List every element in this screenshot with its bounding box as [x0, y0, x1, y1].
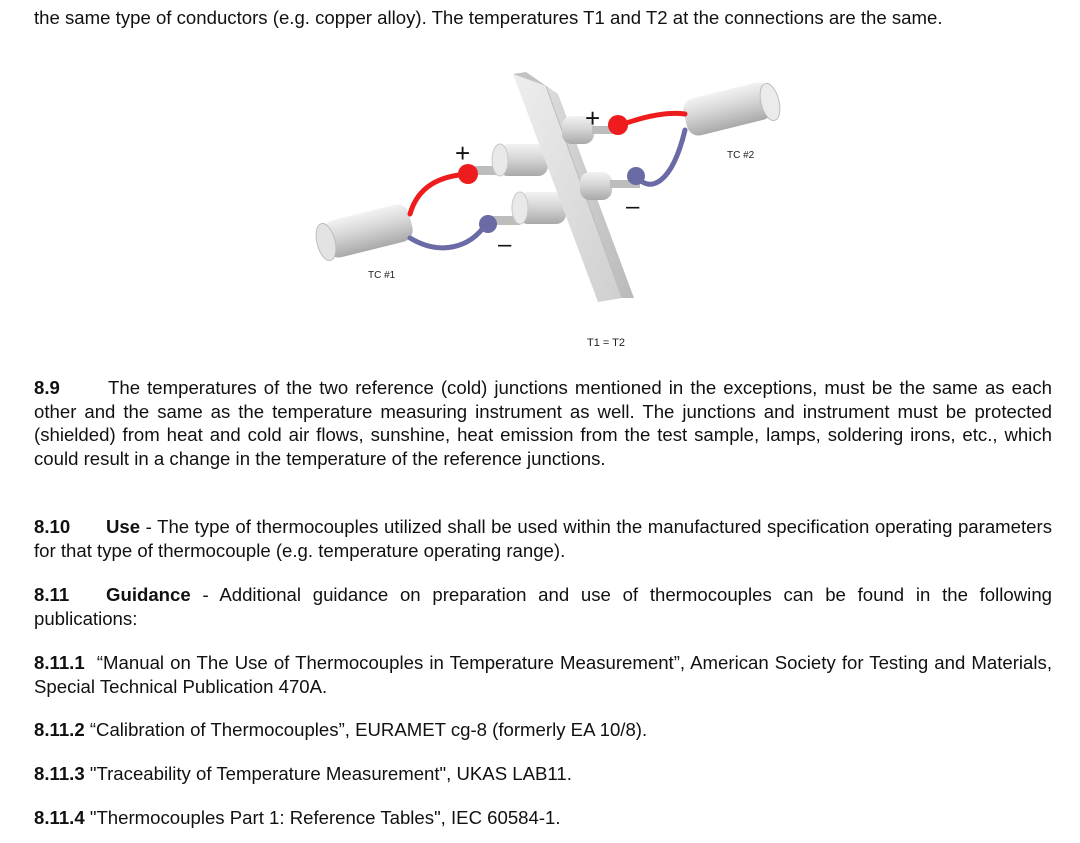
section-8-11-3 — [34, 762, 1052, 786]
reference-citation: "Traceability of Temperature Measurement", UKAS LAB11. — [89, 763, 572, 784]
tc1-negative-terminal — [479, 215, 497, 233]
section-8-11 — [34, 583, 1052, 630]
reference-citation: “Calibration of Thermocouples”, EURAMET cg-8 (formerly EA 10/8). — [89, 719, 648, 740]
equality-label: T1 = T2 — [587, 337, 626, 349]
section-heading: Use — [106, 516, 141, 537]
section-number: 8.11 — [34, 584, 70, 605]
tc1-plus-sign: + — [455, 138, 471, 168]
thermocouple-connection-figure — [300, 66, 790, 366]
reference-citation: “Manual on The Use of Thermocouples in Temperature Measurement”, American Society for Testing and Materials, Special Technical Publication 470A. — [34, 652, 1052, 697]
section-number: 8.9 — [34, 377, 60, 398]
section-body: The temperatures of the two reference (cold) junctions mentioned in the exceptions, must be the same as each other and the same as the temperature measuring instrument as well. The junctions and instrument must be protected (shielded) from heat and cold air flows, sunshine, heat emission from the test sample, lamps, soldering irons, etc., which could result in a change in the temperature of the reference junctions. — [34, 377, 1052, 469]
section-8-11-4 — [34, 806, 1052, 830]
section-number: 8.11.4 — [34, 807, 85, 828]
intro-paragraph: the same type of conductors (e.g. copper alloy). The temperatures T1 and T2 at the connections are the same. — [34, 7, 943, 28]
section-body: - The type of thermocouples utilized shall be used within the manufactured specification operating parameters for that type of thermocouple (e.g. temperature operating range). — [34, 516, 1052, 561]
section-number: 8.11.3 — [34, 763, 85, 784]
section-8-11-1 — [34, 651, 1052, 698]
section-8-9 — [34, 376, 1052, 470]
tc1-probe — [313, 202, 416, 263]
tc1-label: TC #1 — [368, 270, 396, 281]
tc2-positive-terminal — [608, 115, 628, 135]
section-number: 8.11.1 — [34, 652, 85, 673]
tc1-minus-sign: – — [498, 231, 512, 258]
tc2-plus-sign: + — [585, 103, 601, 133]
section-number: 8.11.2 — [34, 719, 85, 740]
section-heading: Guidance — [106, 584, 191, 605]
section-8-11-2 — [34, 718, 1052, 742]
tc2-negative-terminal — [627, 167, 645, 185]
tc2-probe — [681, 80, 784, 138]
section-body: - Additional guidance on preparation and use of thermocouples can be found in the following publications: — [34, 584, 1052, 629]
section-8-10 — [34, 515, 1052, 562]
tc2-minus-sign: – — [626, 193, 640, 220]
section-number: 8.10 — [34, 516, 71, 537]
reference-citation: "Thermocouples Part 1: Reference Tables", IEC 60584-1. — [89, 807, 561, 828]
tc2-label: TC #2 — [727, 150, 755, 161]
